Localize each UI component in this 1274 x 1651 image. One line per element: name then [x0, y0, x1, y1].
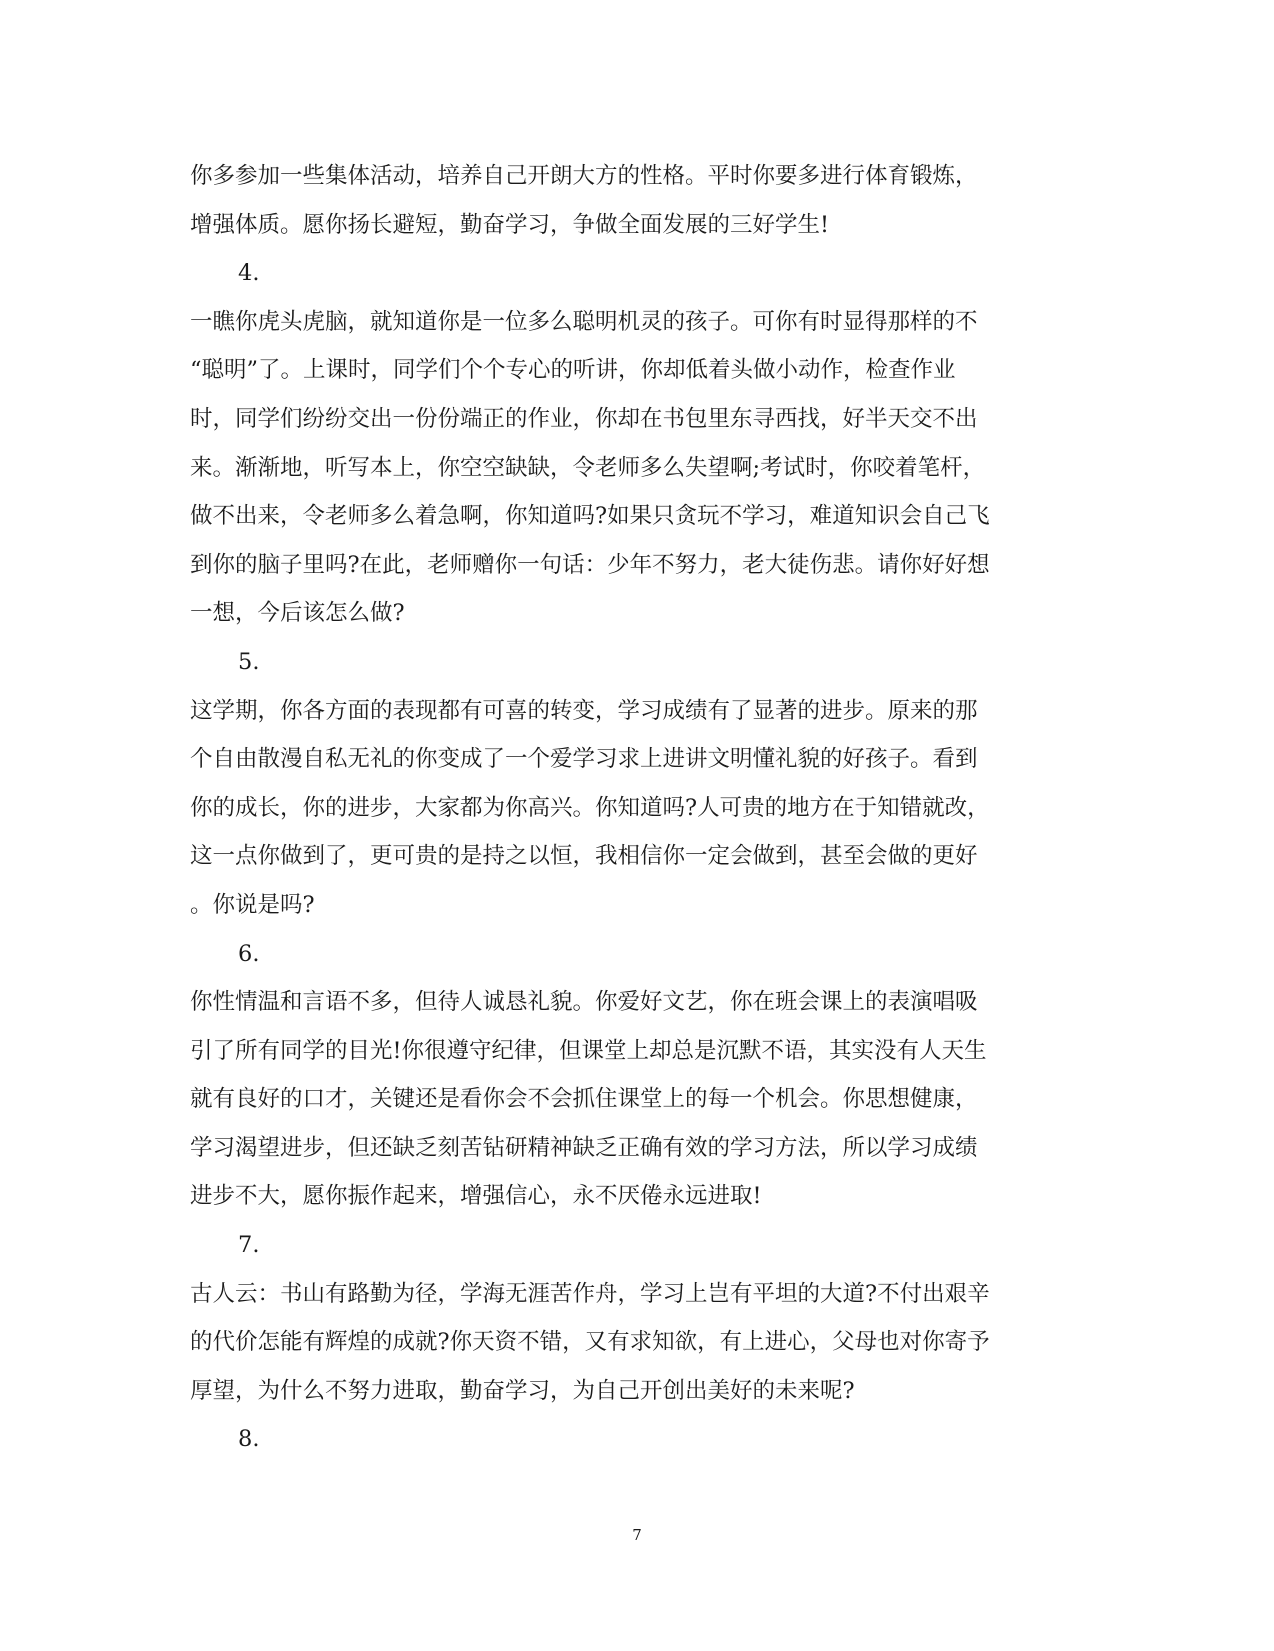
text-line: 。你说是吗? [190, 891, 315, 918]
item-number: 6. [238, 940, 260, 967]
item-number: 8. [238, 1426, 260, 1453]
item-number: 4. [238, 260, 260, 287]
body-text [190, 152, 1080, 1464]
text-line: “聪明”了。上课时，同学们个个专心的听讲，你却低着头做小动作，检查作业 [190, 357, 956, 384]
text-line: 你性情温和言语不多，但待人诚恳礼貌。你爱好文艺，你在班会课上的表演唱吸 [190, 989, 978, 1016]
text-line: 厚望，为什么不努力进取，勤奋学习，为自己开创出美好的未来呢? [190, 1377, 855, 1404]
text-line: 做不出来，令老师多么着急啊，你知道吗?如果只贪玩不学习，难道知识会自己飞 [190, 503, 990, 530]
text-line: 这一点你做到了，更可贵的是持之以恒，我相信你一定会做到，甚至会做的更好 [190, 843, 978, 870]
page-number: 7 [632, 1526, 642, 1544]
text-line: 你多参加一些集体活动，培养自己开朗大方的性格。平时你要多进行体育锻炼， [190, 163, 978, 189]
text-line: 一瞧你虎头虎脑，就知道你是一位多么聪明机灵的孩子。可你有时显得那样的不 [190, 308, 978, 335]
text-line: 进步不大，愿你振作起来，增强信心，永不厌倦永远进取! [190, 1183, 762, 1210]
text-line: 就有良好的口才，关键还是看你会不会抓住课堂上的每一个机会。你思想健康， [190, 1086, 978, 1113]
text-line: 时，同学们纷纷交出一份份端正的作业，你却在书包里东寻西找，好半天交不出 [190, 405, 978, 432]
item-number: 5. [238, 648, 260, 675]
text-line: 古人云：书山有路勤为径，学海无涯苦作舟，学习上岂有平坦的大道?不付出艰辛 [190, 1280, 990, 1307]
text-line: 学习渴望进步，但还缺乏刻苦钻研精神缺乏正确有效的学习方法，所以学习成绩 [190, 1134, 978, 1161]
text-line: 这学期，你各方面的表现都有可喜的转变，学习成绩有了显著的进步。原来的那 [190, 697, 978, 724]
item-number: 7. [238, 1232, 260, 1259]
text-line: 个自由散漫自私无礼的你变成了一个爱学习求上进讲文明懂礼貌的好孩子。看到 [190, 746, 978, 773]
text-line: 你的成长，你的进步，大家都为你高兴。你知道吗?人可贵的地方在于知错就改， [190, 794, 990, 821]
text-line: 来。渐渐地，听写本上，你空空缺缺，令老师多么失望啊;考试时，你咬着笔杆， [190, 454, 986, 481]
text-line: 到你的脑子里吗?在此，老师赠你一句话：少年不努力，老大徒伤悲。请你好好想 [190, 551, 990, 578]
text-line: 引了所有同学的目光!你很遵守纪律，但课堂上却总是沉默不语，其实没有人天生 [190, 1037, 987, 1064]
text-line: 的代价怎能有辉煌的成就?你天资不错，又有求知欲，有上进心，父母也对你寄予 [190, 1329, 990, 1356]
text-line: 一想，今后该怎么做? [190, 600, 405, 627]
text-line: 增强体质。愿你扬长避短，勤奋学习，争做全面发展的三好学生! [190, 211, 830, 238]
